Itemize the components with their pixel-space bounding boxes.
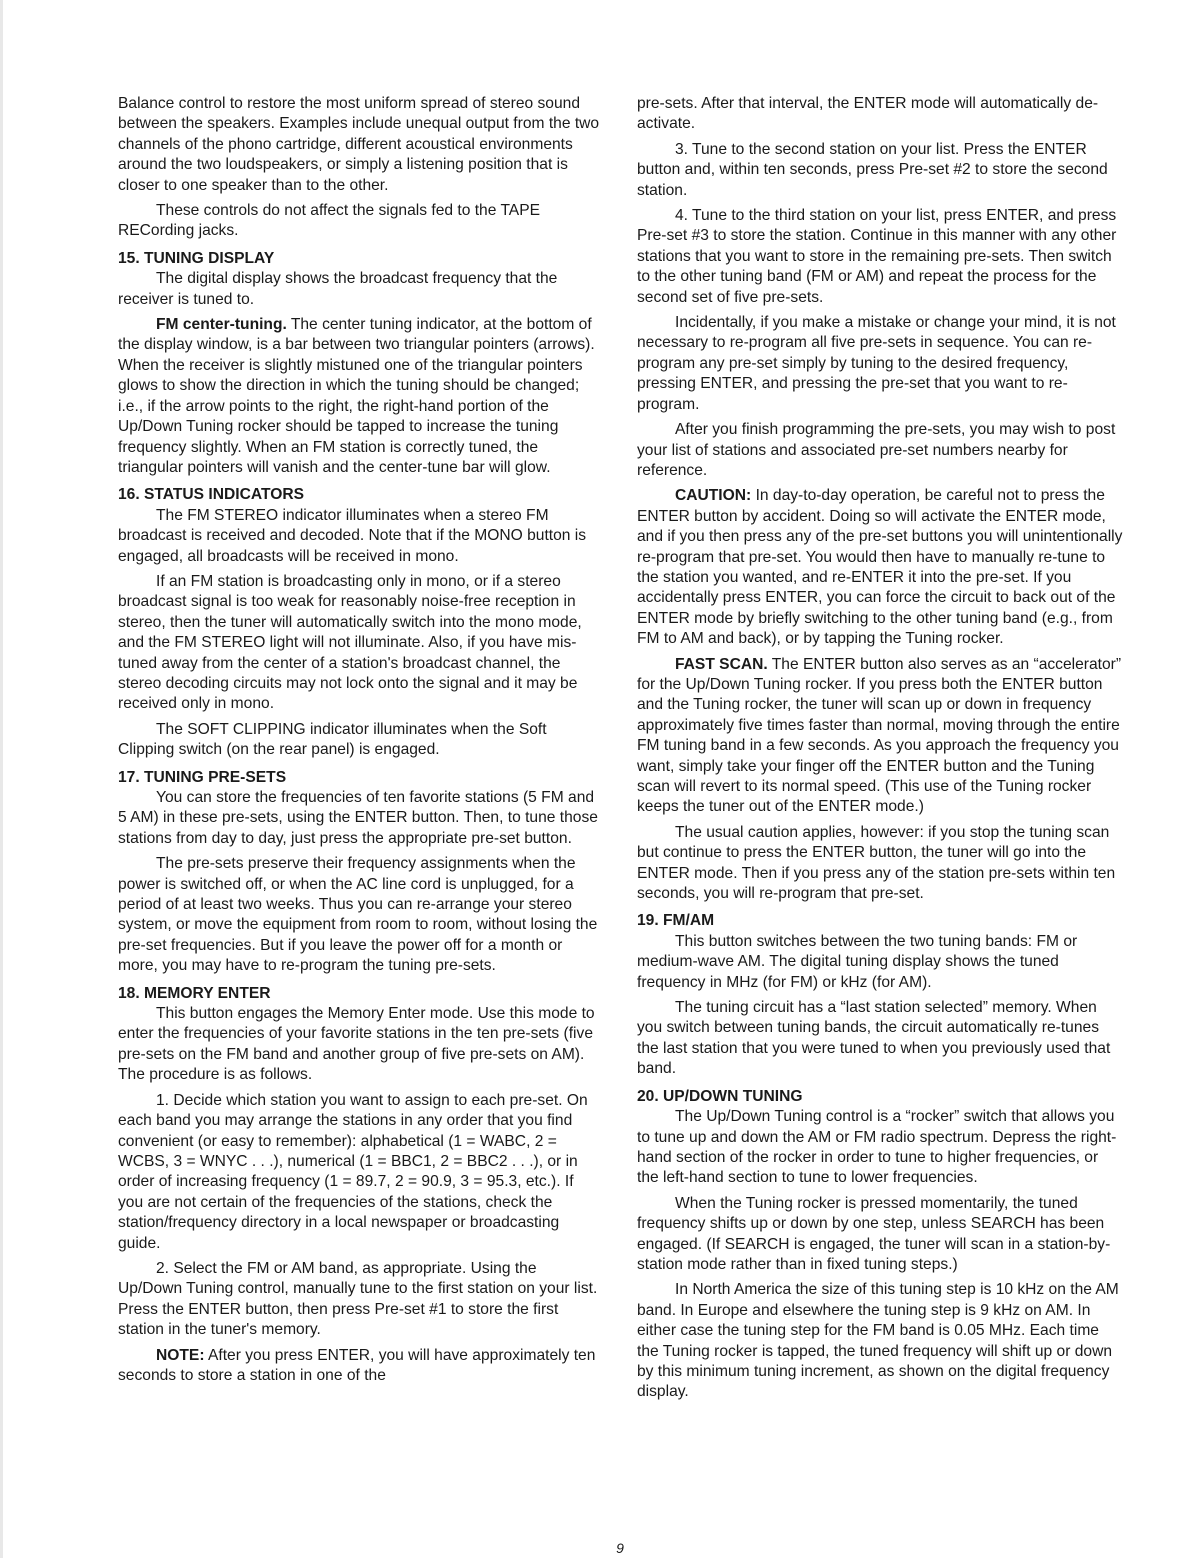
paragraph-step-2: 2. Select the FM or AM band, as appropriate. Using the Up/Down Tuning control, manually tune to the first station on your list. Press the ENTER button, then press Pre-set #1 to store the first station in the tuner's memory.: [118, 1259, 598, 1339]
paragraph-soft-clipping: The SOFT CLIPPING indicator illuminates when the Soft Clipping switch (on the rear panel) is engaged.: [118, 720, 547, 759]
text-fm-center-tuning: The center tuning indicator, at the bottom of the display window, is a bar between two triangular pointers (arrows). When the receiver is slightly mistuned one of the triangular pointers glows to show the direction in which the tuning should be changed; i.e., if the arrow points to the right, the right-hand portion of the Up/Down Tuning rocker should be tapped to increase the tuning frequency slightly. When an FM station is correctly tuned, the triangular pointers will vanish and the center-tune bar will glow.: [118, 316, 595, 476]
lead-fast-scan: FAST SCAN.: [675, 655, 768, 673]
heading-memory-enter: 18. MEMORY ENTER: [118, 984, 271, 1002]
paragraph-incidentally: Incidentally, if you make a mistake or change your mind, it is not necessary to re-program all five pre-sets in sequence. You can re-program any pre-set simply by tuning to the desired frequency, pressing ENTER, and pressing the pre-set that you want to re-program.: [637, 314, 1116, 413]
paragraph-fm-am-switch: This button switches between the two tuning bands: FM or medium-wave AM. The digital tuning display shows the tuned frequency in MHz (for FM) or kHz (for AM).: [637, 932, 1078, 991]
paragraph-last-station: The tuning circuit has a “last station selected” memory. When you switch between tuning bands, the circuit automatically re-tunes the last station that you were tuned to when you previously used that band.: [637, 999, 1111, 1078]
paragraph-step-size: In North America the size of this tuning step is 10 kHz on the AM band. In Europe and elsewhere the tuning step is 9 kHz on AM. In either case the tuning step for the FM band is 0.05 MHz. Each time the Tuning rocker is tapped, the tuned frequency will shift up or down by this minimum tuning increment, as shown on the digital frequency display.: [637, 1281, 1119, 1401]
heading-tuning-display: 15. TUNING DISPLAY: [118, 249, 275, 267]
paragraph-usual-caution: The usual caution applies, however: if you stop the tuning scan but continue to press the ENTER button, the tuner will go into the ENTER mode. Then if you press any of the station pre-sets within ten seconds, you will re-program that pre-set.: [637, 823, 1116, 903]
paragraph-step-4: 4. Tune to the third station on your list, press ENTER, and press Pre-set #3 to store the station. Continue in this manner with any other stations that you want to store in the remaining pre-sets. Then switch to the other tuning band (FM or AM) and repeat the process for the second set of five pre-sets.: [637, 207, 1117, 306]
right-column: [637, 94, 1123, 1408]
paragraph-memory-enter: This button engages the Memory Enter mode. Use this mode to enter the frequencies of your favorite stations in the ten pre-sets (five pre-sets on the FM band and another group of five pre-sets on AM). The procedure is as follows.: [118, 1005, 595, 1084]
paragraph-after-programming: After you finish programming the pre-sets, you may wish to post your list of stations and associated pre-set numbers nearby for reference.: [637, 421, 1116, 479]
paragraph-presets-preserve: The pre-sets preserve their frequency assignments when the power is switched off, or when the AC line cord is unplugged, for a period of at least two weeks. Thus you can re-arrange your stereo system, or move the equipment from room to room, without losing the pre-set frequencies. But if you leave the power off for a month or more, you may have to re-program the tuning pre-sets.: [118, 855, 598, 975]
paragraph-presets-store: You can store the frequencies of ten favorite stations (5 FM and 5 AM) in these pre-sets, using the ENTER button. Then, to tune those stations from day to day, just press the appropriate pre-set button.: [118, 789, 598, 847]
paragraph-fast-scan: [637, 655, 1123, 818]
lead-fm-center-tuning: FM center-tuning.: [156, 316, 287, 334]
left-column: [118, 94, 602, 1391]
paragraph-rocker: The Up/Down Tuning control is a “rocker” switch that allows you to tune up and down the AM or FM radio spectrum. Depress the right-hand section of the rocker in order to tune to higher frequencies, or the left-hand section to tune to lower frequencies.: [637, 1108, 1117, 1187]
heading-status-indicators: 16. STATUS INDICATORS: [118, 486, 304, 504]
heading-tuning-presets: 17. TUNING PRE-SETS: [118, 768, 287, 786]
lead-note: NOTE:: [156, 1346, 205, 1364]
paragraph-continued: pre-sets. After that interval, the ENTER mode will automatically de-activate.: [637, 95, 1099, 133]
text-caution: In day-to-day operation, be careful not to press the ENTER button by accident. Doing so will activate the ENTER mode, and if you then press any of the pre-set buttons you will unintentionally re-program that pre-set. You would then have to manually re-tune to the station you wanted, and re-ENTER it into the pre-set. If you accidentally press ENTER, you can force the circuit to back out of the ENTER mode by briefly switching to the other tuning band (e.g., from FM to AM and back), or by tapping the Tuning rocker.: [637, 487, 1123, 648]
paragraph-balance: Balance control to restore the most uniform spread of stereo sound between the speakers. Examples include unequal output from the two channels of the phono cartridge, different acoustical environments around the two loudspeakers, or simply a listening position that is closer to one speaker than to the other.: [118, 95, 600, 194]
paragraph-controls: These controls do not affect the signals fed to the TAPE RECording jacks.: [118, 202, 541, 240]
heading-fm-am: 19. FM/AM: [637, 912, 715, 930]
paragraph-step-3: 3. Tune to the second station on your list. Press the ENTER button and, within ten seconds, press Pre-set #2 to store the second station.: [637, 140, 1108, 199]
lead-caution: CAUTION:: [675, 487, 752, 505]
page-number: 9: [616, 1540, 624, 1556]
paragraph-rocker-step: When the Tuning rocker is pressed momentarily, the tuned frequency shifts up or down by one step, unless SEARCH has been engaged. (If SEARCH is engaged, the tuner will scan in a station-by-station mode rather than in fixed tuning steps.): [637, 1194, 1111, 1273]
paragraph-note: [118, 1346, 602, 1387]
paragraph-fm-center-tuning: [118, 315, 602, 478]
paragraph-step-1: 1. Decide which station you want to assign to each pre-set. On each band you may arrange the stations in any order that you find convenient (or easy to remember): alphabetical (1 = WABC, 2 = WCBS, 3 = WNYC . . .), numerical (1 = BBC1, 2 = BBC2 . . .), or in order of increasing frequency (1 = 89.7, 2 = 90.9, 3 = 95.3, etc.). If you are not certain of the frequencies of the stations, check the station/frequency directory in a local newspaper or broadcasting guide.: [118, 1091, 588, 1252]
paragraph-fm-stereo: The FM STEREO indicator illuminates when a stereo FM broadcast is received and decoded. Note that if the MONO button is engaged, all broadcasts will be received in mono.: [118, 506, 587, 565]
scan-edge: [0, 0, 3, 1558]
paragraph-tuning-display: The digital display shows the broadcast frequency that the receiver is tuned to.: [118, 270, 558, 308]
text-note: After you press ENTER, you will have approximately ten seconds to store a station in one of the: [118, 1346, 596, 1384]
paragraph-mono-mode: If an FM station is broadcasting only in mono, or if a stereo broadcast signal is too weak for reasonably noise-free reception in stereo, then the tuner will automatically switch into the mono mode, and the FM STEREO light will not illuminate. Also, if you have mis-tuned away from the center of a station's broadcast channel, the stereo decoding circuits may not lock onto the signal and it may be received only in mono.: [118, 572, 582, 713]
text-fast-scan: The ENTER button also serves as an “accelerator” for the Up/Down Tuning rocker. If you press both the ENTER button and the Tuning rocker, the tuner will scan up or down in frequency approximately five times faster than normal, moving through the entire FM tuning band in a few seconds. As you approach the frequency you want, simply take your finger off the ENTER button and the Tuning scan will revert to its normal speed. (This use of the Tuning rocker keeps the tuner out of the ENTER mode.): [637, 655, 1122, 816]
paragraph-caution: [637, 486, 1123, 649]
heading-up-down-tuning: 20. UP/DOWN TUNING: [637, 1087, 803, 1105]
